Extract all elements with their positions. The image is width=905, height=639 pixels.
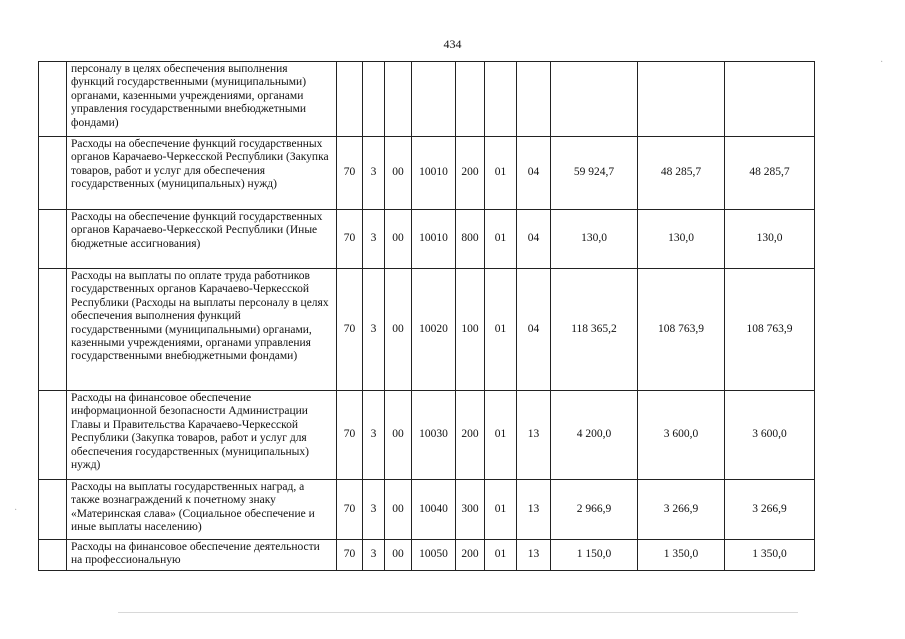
- code-cell: [412, 62, 456, 137]
- code-cell: 3: [363, 210, 385, 269]
- code-cell: 10050: [412, 540, 456, 571]
- code-cell: 100: [456, 269, 485, 391]
- row-index-cell: [39, 391, 67, 480]
- amount-cell: 1 150,0: [551, 540, 638, 571]
- code-cell: 10010: [412, 137, 456, 210]
- code-cell: 200: [456, 391, 485, 480]
- row-description: Расходы на обеспечение функций государственных органов Карачаево-Черкесской Республики (Иные бюджетные ассигнования): [67, 210, 337, 269]
- code-cell: 70: [337, 391, 363, 480]
- code-cell: 04: [517, 269, 551, 391]
- code-cell: 70: [337, 480, 363, 540]
- amount-cell: 108 763,9: [725, 269, 815, 391]
- code-cell: 01: [485, 269, 517, 391]
- code-cell: 3: [363, 391, 385, 480]
- amount-cell: 59 924,7: [551, 137, 638, 210]
- row-description: Расходы на выплаты государственных наград, а также вознаграждений к почетному знаку «Материнская слава» (Социальное обеспечение и иные выплаты населению): [67, 480, 337, 540]
- amount-cell: 3 600,0: [638, 391, 725, 480]
- row-index-cell: [39, 540, 67, 571]
- amount-cell: [725, 62, 815, 137]
- row-index-cell: [39, 480, 67, 540]
- row-index-cell: [39, 269, 67, 391]
- amount-cell: [638, 62, 725, 137]
- code-cell: 3: [363, 269, 385, 391]
- code-cell: 01: [485, 210, 517, 269]
- budget-table: [38, 61, 815, 571]
- amount-cell: 48 285,7: [725, 137, 815, 210]
- code-cell: 01: [485, 480, 517, 540]
- scan-speck: ·: [880, 57, 884, 68]
- table-row: [39, 540, 815, 571]
- code-cell: 10020: [412, 269, 456, 391]
- code-cell: 70: [337, 269, 363, 391]
- code-cell: 10030: [412, 391, 456, 480]
- amount-cell: 4 200,0: [551, 391, 638, 480]
- table-row: [39, 62, 815, 137]
- code-cell: 01: [485, 540, 517, 571]
- code-cell: 13: [517, 480, 551, 540]
- amount-cell: 130,0: [551, 210, 638, 269]
- amount-cell: 3 266,9: [638, 480, 725, 540]
- scan-speck: ·: [14, 505, 18, 516]
- code-cell: 13: [517, 540, 551, 571]
- amount-cell: 1 350,0: [638, 540, 725, 571]
- amount-cell: 130,0: [725, 210, 815, 269]
- code-cell: 00: [385, 210, 412, 269]
- code-cell: [363, 62, 385, 137]
- code-cell: [385, 62, 412, 137]
- code-cell: 200: [456, 540, 485, 571]
- code-cell: 10010: [412, 210, 456, 269]
- amount-cell: 130,0: [638, 210, 725, 269]
- page-number: 434: [443, 37, 462, 51]
- code-cell: 00: [385, 137, 412, 210]
- code-cell: 3: [363, 137, 385, 210]
- code-cell: 800: [456, 210, 485, 269]
- code-cell: [485, 62, 517, 137]
- row-description: Расходы на финансовое обеспечение информационной безопасности Администрации Главы и Правительства Карачаево-Черкесской Республики (Закупка товаров, работ и услуг для обеспечения государственных (муниципальных) нужд): [67, 391, 337, 480]
- amount-cell: [551, 62, 638, 137]
- code-cell: 00: [385, 480, 412, 540]
- amount-cell: 2 966,9: [551, 480, 638, 540]
- code-cell: 00: [385, 269, 412, 391]
- code-cell: [517, 62, 551, 137]
- code-cell: 3: [363, 480, 385, 540]
- code-cell: [456, 62, 485, 137]
- code-cell: 01: [485, 137, 517, 210]
- code-cell: 70: [337, 540, 363, 571]
- scan-bottom-rule: [118, 612, 798, 613]
- amount-cell: 108 763,9: [638, 269, 725, 391]
- code-cell: 70: [337, 210, 363, 269]
- code-cell: 01: [485, 391, 517, 480]
- row-index-cell: [39, 62, 67, 137]
- table-row: [39, 391, 815, 480]
- code-cell: [337, 62, 363, 137]
- table-row: [39, 480, 815, 540]
- code-cell: 00: [385, 540, 412, 571]
- row-description: Расходы на финансовое обеспечение деятельности на профессиональную: [67, 540, 337, 571]
- amount-cell: 48 285,7: [638, 137, 725, 210]
- table-row: [39, 269, 815, 391]
- row-index-cell: [39, 137, 67, 210]
- code-cell: 200: [456, 137, 485, 210]
- table-body: [39, 62, 815, 571]
- code-cell: 10040: [412, 480, 456, 540]
- code-cell: 13: [517, 391, 551, 480]
- amount-cell: 118 365,2: [551, 269, 638, 391]
- row-index-cell: [39, 210, 67, 269]
- code-cell: 3: [363, 540, 385, 571]
- code-cell: 04: [517, 137, 551, 210]
- amount-cell: 3 266,9: [725, 480, 815, 540]
- code-cell: 300: [456, 480, 485, 540]
- table-row: [39, 210, 815, 269]
- row-description: персоналу в целях обеспечения выполнения функций государственными (муниципальными) органами, казенными учреждениями, органами управления государственными внебюджетными фондами): [67, 62, 337, 137]
- row-description: Расходы на выплаты по оплате труда работников государственных органов Карачаево-Черкесской Республики (Расходы на выплаты персоналу в целях обеспечения выполнения функций государственными (муниципальными) органами, казенными учреждениями, органами управления государственными внебюджетными фондами): [67, 269, 337, 391]
- code-cell: 70: [337, 137, 363, 210]
- row-description: Расходы на обеспечение функций государственных органов Карачаево-Черкесской Республики (Закупка товаров, работ и услуг для обеспечения государственных (муниципальных) нужд): [67, 137, 337, 210]
- code-cell: 00: [385, 391, 412, 480]
- amount-cell: 3 600,0: [725, 391, 815, 480]
- amount-cell: 1 350,0: [725, 540, 815, 571]
- table-row: [39, 137, 815, 210]
- code-cell: 04: [517, 210, 551, 269]
